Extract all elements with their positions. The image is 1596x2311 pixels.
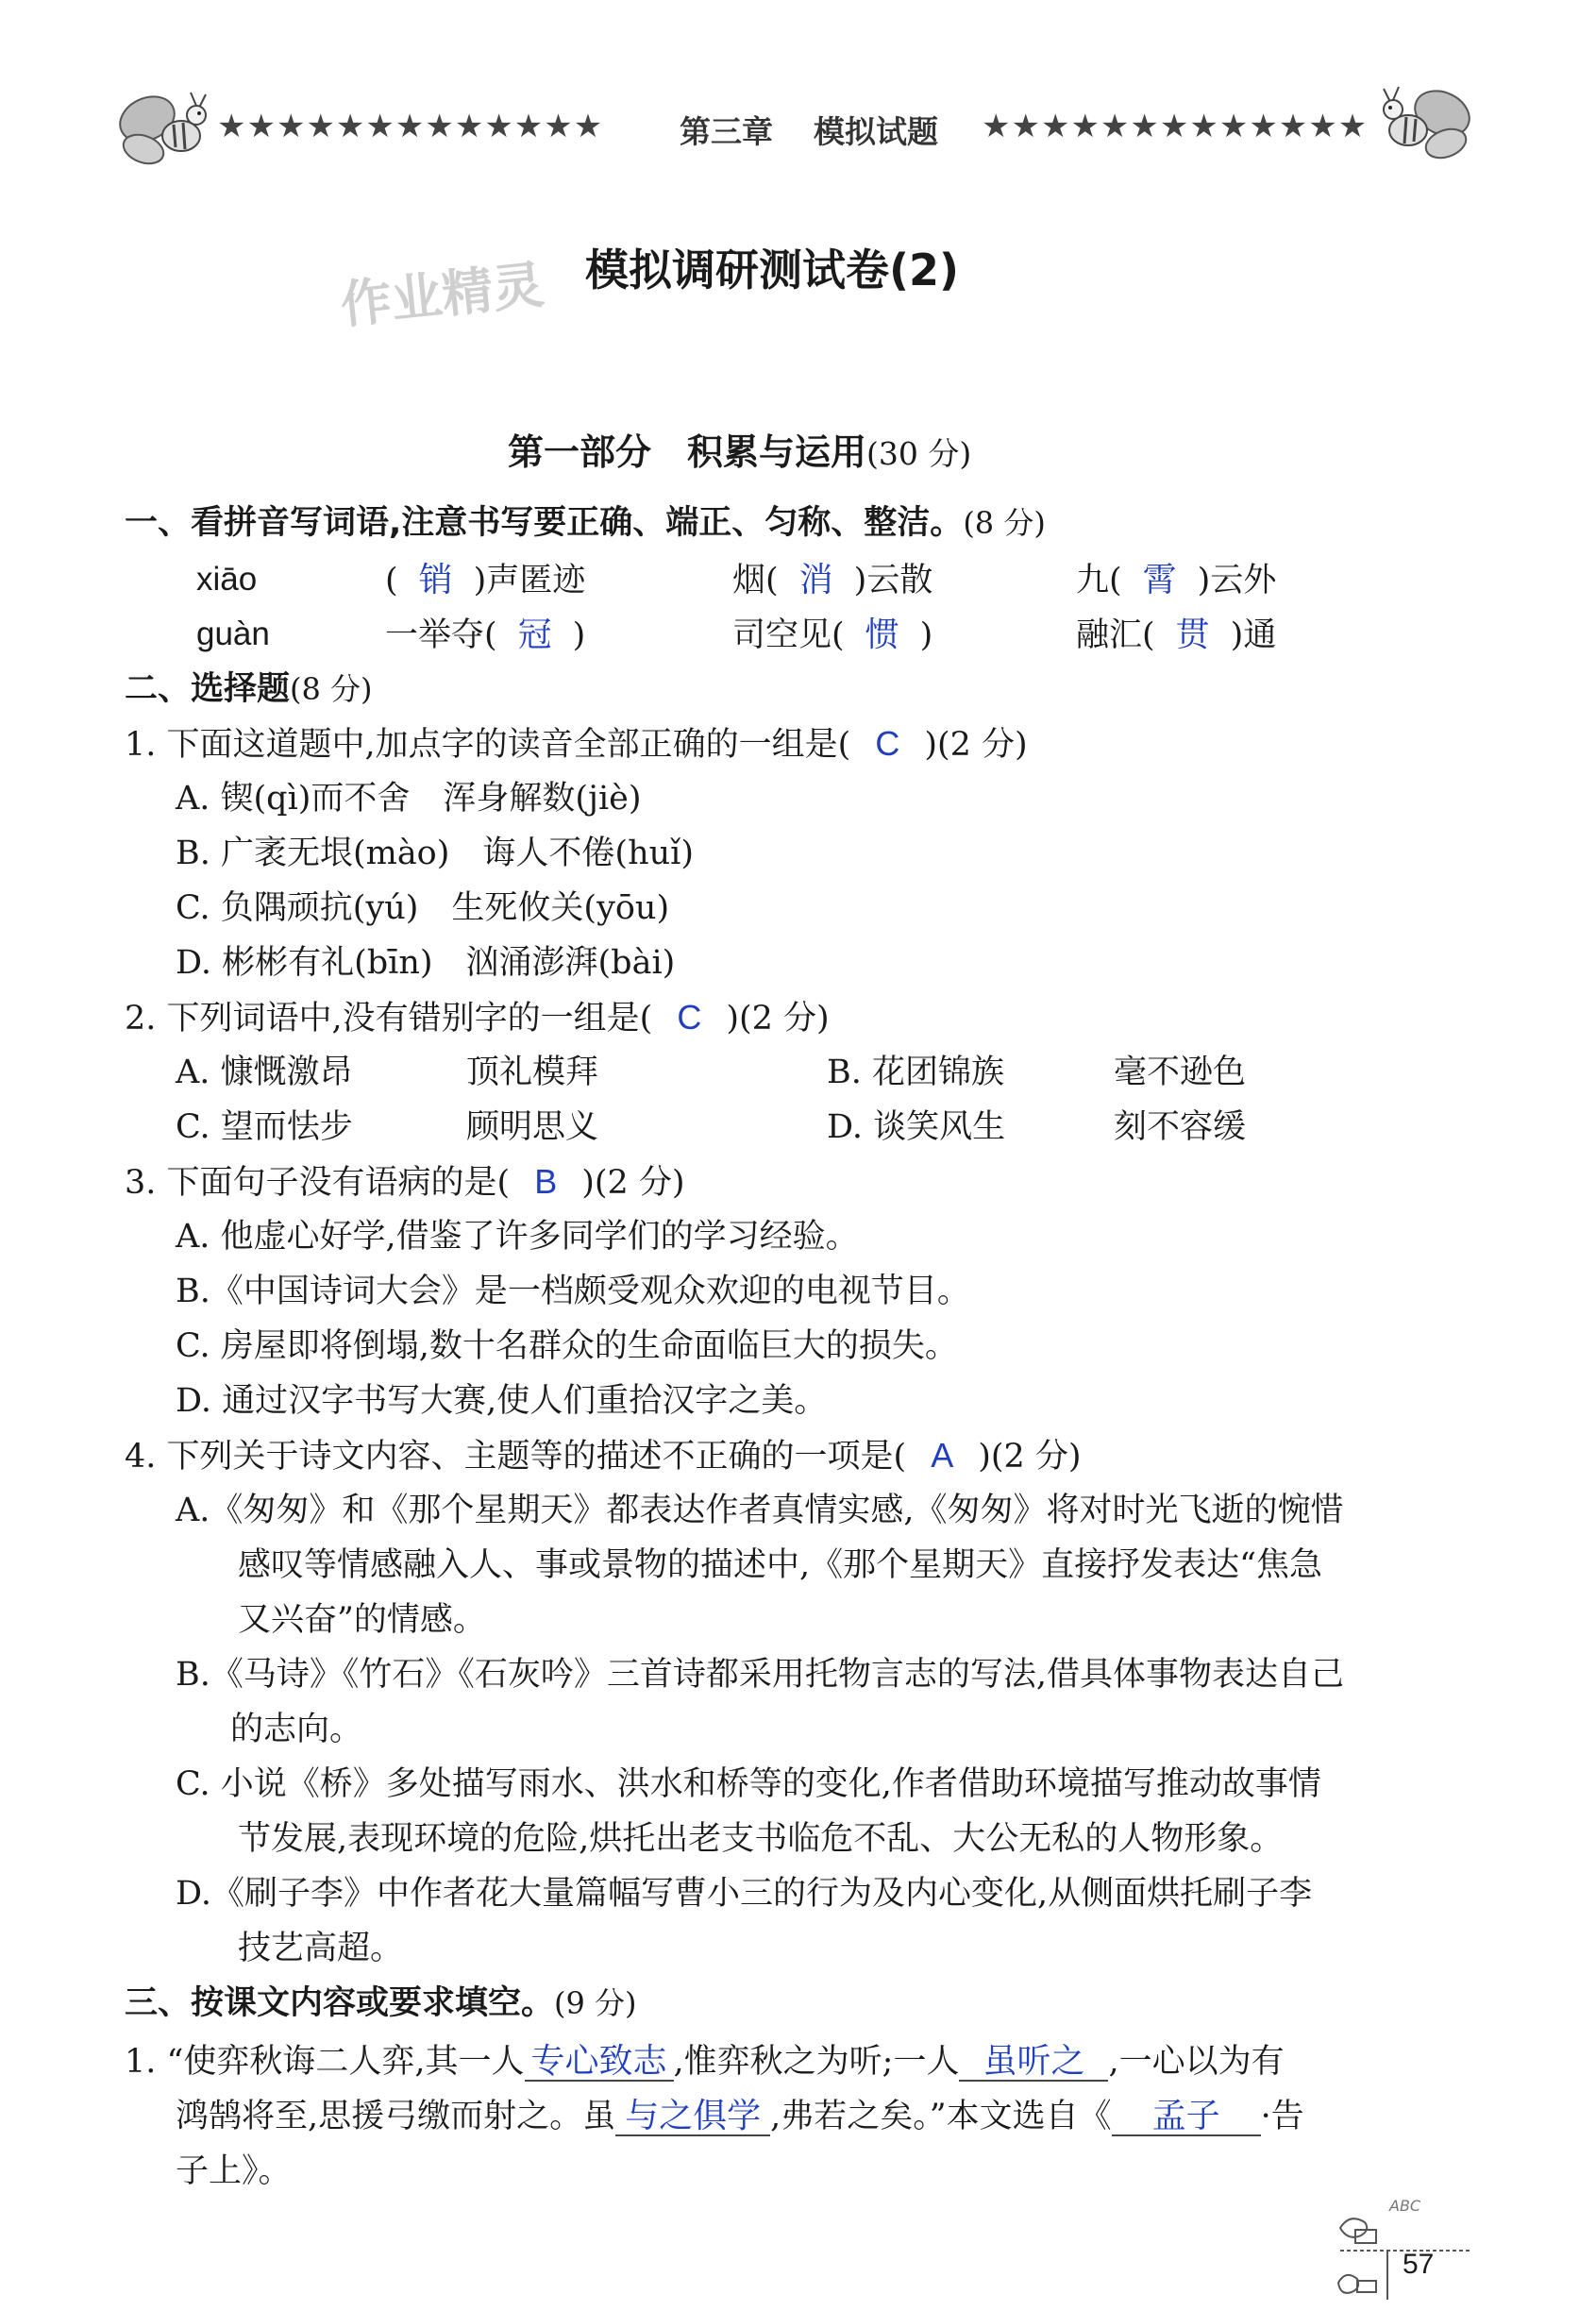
answer: 霄	[1142, 560, 1177, 599]
fill-blank: 与之俱学	[615, 2097, 770, 2136]
q2-item4-option-a-line1: A.《匆匆》和《那个星期天》都表达作者真情实感,《匆匆》将对时光飞逝的惋惜	[176, 1492, 1344, 1529]
bee-icon	[1380, 81, 1474, 168]
q1-row-xiao	[0, 557, 1596, 602]
part-title: 第一部分 积累与运用(30 分)	[508, 431, 972, 473]
q1-row-guan	[0, 612, 1596, 657]
q2-item1-option-b: B. 广袤无垠(mào) 诲人不倦(huǐ)	[176, 835, 694, 872]
stars-left: ★★★★★★★★★★★★★	[217, 108, 604, 145]
stars-right: ★★★★★★★★★★★★★	[982, 108, 1369, 145]
q2-item4-option-a-line2: 感叹等情感融入人、事或景物的描述中,《那个星期天》直接抒发表达“焦急	[238, 1546, 1323, 1584]
q2-item4-option-d-line1: D.《刷子李》中作者花大量篇幅写曹小三的行为及内心变化,从侧面烘托刷子李	[176, 1875, 1313, 1913]
doodle-text: ABC	[1389, 2197, 1421, 2215]
page-title: 模拟调研测试卷(2)	[585, 245, 960, 295]
answer: C	[677, 998, 702, 1037]
q2-item1-option-c: C. 负隅顽抗(yú) 生死攸关(yōu)	[176, 889, 670, 927]
watermark: 作业精灵	[337, 254, 547, 336]
q2-item4-option-b-line1: B.《马诗》《竹石》《石灰吟》三首诗都采用托物言志的写法,借具体事物表达自己	[176, 1656, 1344, 1694]
answer: 销	[418, 560, 453, 599]
answer: 贯	[1175, 615, 1210, 653]
pinyin: xiāo	[196, 561, 258, 598]
answer: 冠	[517, 615, 552, 653]
word-2: 司空见( 惯 )	[732, 615, 933, 654]
q2-item1-option-a: A. 锲(qì)而不舍 浑身解数(jiè)	[176, 780, 642, 818]
q2-item4-option-c-line1: C. 小说《桥》多处描写雨水、洪水和桥等的变化,作者借助环境描写推动故事情	[176, 1765, 1321, 1803]
page-footer	[1331, 2190, 1482, 2307]
answer: B	[534, 1162, 558, 1201]
word-1: ( 销 )声匿迹	[385, 560, 586, 599]
q2-item4-option-c-line2: 节发展,表现环境的危险,烘托出老支书临危不乱、大公无私的人物形象。	[238, 1820, 1284, 1858]
q2-item3-stem: 3. 下面句子没有语病的是( B )(2 分)	[125, 1162, 685, 1202]
q3-heading: 三、按课文内容或要求填空。(9 分)	[125, 1984, 637, 2022]
q2-item3-option-b: B.《中国诗词大会》是一档颇受观众欢迎的电视节目。	[176, 1273, 970, 1310]
q2-item2-options-cd: C. 望而怯步 顾明思义 D. 谈笑风生 刻不容缓	[176, 1108, 1247, 1146]
q2-item4-option-a-line3: 又兴奋”的情感。	[238, 1601, 486, 1639]
answer: 消	[798, 560, 833, 599]
q3-line3: 子上》。	[176, 2152, 292, 2190]
q2-item3-option-d: D. 通过汉字书写大赛,使人们重拾汉字之美。	[176, 1382, 828, 1420]
q2-item4-option-b-line2: 的志向。	[230, 1711, 363, 1748]
fill-blank: 孟子	[1112, 2097, 1261, 2136]
q2-item1-option-d: D. 彬彬有礼(bīn) 汹涌澎湃(bài)	[176, 944, 676, 982]
fill-blank: 虽听之	[959, 2042, 1108, 2082]
q2-item3-option-c: C. 房屋即将倒塌,数十名群众的生命面临巨大的损失。	[176, 1327, 958, 1365]
section-label: 模拟试题	[814, 113, 938, 150]
q1-heading: 一、看拼音写词语,注意书写要正确、端正、匀称、整洁。(8 分)	[125, 504, 1046, 542]
answer: A	[931, 1436, 954, 1475]
page-number: 57	[1403, 2249, 1435, 2280]
q2-item1-stem: 1. 下面这道题中,加点字的读音全部正确的一组是( C )(2 分)	[125, 724, 1028, 764]
answer: 惯	[865, 615, 899, 653]
q3-line2: 鸿鹄将至,思援弓缴而射之。虽 与之俱学 ,弗若之矣。”本文选自《 孟子 ·告	[176, 2096, 1304, 2135]
fill-blank: 专心致志	[525, 2042, 674, 2082]
word-3: 九( 霄 )云外	[1076, 560, 1277, 599]
chapter-label: 第三章	[680, 113, 773, 150]
word-3: 融汇( 贯 )通	[1076, 615, 1277, 654]
q2-item3-option-a: A. 他虚心好学,借鉴了许多同学们的学习经验。	[176, 1218, 859, 1256]
answer: C	[875, 724, 900, 763]
pinyin: guàn	[196, 616, 270, 652]
q2-item2-options-ab: A. 慷慨激昂 顶礼模拜 B. 花团锦族 毫不逊色	[176, 1054, 1247, 1091]
q2-item4-stem: 4. 下列关于诗文内容、主题等的描述不正确的一项是( A )(2 分)	[125, 1436, 1082, 1476]
kids-reading-icon	[1331, 2190, 1482, 2303]
word-1: 一举夺( 冠 )	[385, 615, 586, 654]
word-2: 烟( 消 )云散	[732, 560, 933, 599]
q3-line1: 1. “使弈秋诲二人弈,其一人 专心致志 ,惟弈秋之为听;一人 虽听之 ,一心以为有	[125, 2041, 1285, 2081]
bee-icon	[115, 87, 210, 174]
q2-item4-option-d-line2: 技艺高超。	[238, 1930, 404, 1967]
q2-item2-stem: 2. 下列词语中,没有错别字的一组是( C )(2 分)	[125, 998, 830, 1037]
q2-heading: 二、选择题(8 分)	[125, 670, 373, 708]
